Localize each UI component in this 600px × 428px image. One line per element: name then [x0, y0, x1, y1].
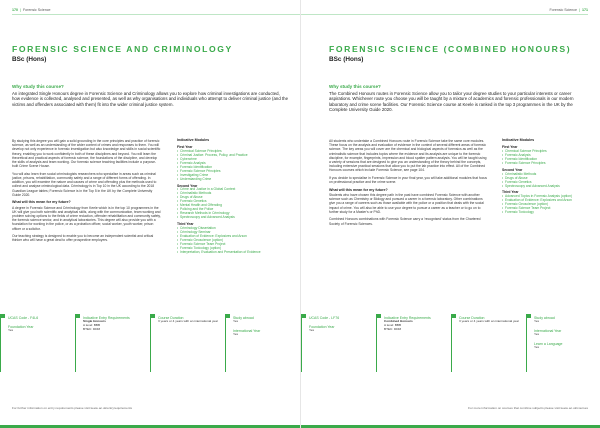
module-item: • Forensic Science Team Project — [502, 207, 592, 211]
module-item: • Investigating Crime — [177, 174, 287, 178]
running-header: Forensic Science | 171 — [549, 8, 588, 12]
info-value: Yes — [233, 319, 239, 324]
module-item: • Criminalistic Methods — [177, 192, 287, 196]
info-label: Foundation Year — [309, 325, 335, 330]
why-study-heading: Why study this course? — [12, 84, 64, 89]
module-item: • Research Methods in Criminology — [177, 212, 287, 216]
body-paragraph: If you decide to specialise in Forensic Science in your final year, you will take additional modules that focus on professional practice and the crime scene. — [329, 176, 487, 185]
module-items — [502, 195, 592, 215]
module-item: • Forensic Analysis — [177, 162, 287, 166]
info-ucas — [0, 314, 75, 372]
entry-icon — [377, 314, 381, 318]
module-item: • Forensic Geoscience (option) — [502, 203, 592, 207]
course-info-bar — [0, 314, 300, 372]
info-duration — [150, 314, 225, 372]
footnote: For more information on courses that combine subjects please visit keele.ac.uk/courses — [468, 406, 588, 410]
module-items — [502, 150, 592, 166]
info-entry — [75, 314, 150, 372]
modules-list — [502, 139, 592, 215]
career-paragraph: Students who have chosen this degree path in the past have combined Forensic Science with another science such as Chemistry or Biology and pursued a career in a forensic laboratory. Other combinations give you a range of careers such as those available with the police or a position that deals with the social impact of crime. You will also be able to use your degree to pursue a career as a teacher or to go on to further study for a Master's or PhD. — [329, 193, 484, 214]
page-number: 171 — [582, 8, 588, 12]
page-number: 170 — [12, 8, 18, 12]
info-value: Yes — [534, 319, 540, 324]
module-item: • Chemical Science Principles — [177, 150, 287, 154]
info-label: International Year — [233, 329, 261, 333]
globe-icon — [226, 314, 230, 318]
course-award: BSc (Hons) — [12, 56, 47, 63]
module-item: • Forensic Geoscience (option) — [177, 239, 287, 243]
clock-icon — [452, 314, 456, 318]
module-item: • Forensic Science Principles — [502, 162, 592, 166]
modules-list — [177, 139, 287, 255]
entry-icon — [76, 314, 80, 318]
section-name: Forensic Science — [549, 8, 578, 12]
info-value: Yes — [534, 332, 540, 337]
body-paragraph: All students who undertake a Combined Honours route in Forensic Science take the same core modules. These focus on the analysis and evaluation of evidence in the context of several different areas of forensic science. The key areas you will cover are the chemical and biological aspects of forensics as well as the criminalistic science that includes topics where the evidence and its analysis are unique to the forensic discipline, for example, fingerprints, impression and blood spatter pattern analysis. You will be taught using a variety of sessions that are designed to give you an understanding of the theory behind the concepts, including extensive practical sessions that allow you to put the lab practice into effect. All of the Combined Honours courses which include Forensic Science, see page 104. — [329, 139, 487, 173]
career-heading: What will this mean for my future? — [329, 187, 388, 192]
module-item: • Understanding Crime — [177, 178, 287, 182]
modules-heading: Indicative Modules — [502, 138, 535, 142]
info-value: A level: BBB — [83, 323, 101, 327]
footnote: For further information on entry requirements please visit keele.ac.uk/entryrequirements — [12, 406, 133, 410]
module-item: • Mental Health and Offending — [177, 204, 287, 208]
info-value: Yes — [309, 328, 315, 333]
clock-icon — [151, 314, 155, 318]
ucas-icon — [302, 314, 306, 318]
career-paragraph: Combined Honours combinations with Forensic Science carry a 'recognised' status from the Chartered Society of Forensic Sciences. — [329, 217, 481, 226]
info-label: Study abroad — [233, 316, 254, 320]
career-paragraph: Our teaching strategy is designed to enable you to become an independent scientist and critical thinker who will have a great deal to offer prospective employers. — [12, 234, 154, 243]
running-header: 170 | Forensic Science — [12, 8, 51, 12]
module-item: • Forensic Genetics — [502, 181, 592, 185]
header-rule — [12, 14, 300, 15]
info-label: UCAS Code - LF76 — [309, 316, 340, 320]
year-heading: First Year — [177, 144, 193, 149]
module-items — [177, 227, 287, 255]
module-items — [177, 150, 287, 182]
info-abroad — [225, 314, 300, 372]
info-label: Indicative Entry Requirements — [83, 316, 130, 320]
info-duration — [451, 314, 526, 372]
info-label: UCAS Code - F4L6 — [8, 316, 39, 320]
module-item: • Forensic Analysis — [502, 154, 592, 158]
module-item: • Forensic Science Principles — [177, 170, 287, 174]
module-item: • Forensic Identification — [502, 158, 592, 162]
modules-heading: Indicative Modules — [177, 138, 210, 142]
course-award: BSc (Hons) — [329, 56, 364, 63]
why-study-heading: Why study this course? — [329, 84, 381, 89]
module-item: • Forensic Science Team Project — [177, 243, 287, 247]
career-paragraph: A degree in Forensic Science and Criminology from Keele which is in the top 10 programmes in the UK will give you both scientific and analytical skills, along with the communication, team working and problem solving options to the fields of crime reduction, offender rehabilitation and community safety, the forensic science sector, and in analytical laboratories. This degree will also provide you with a foundation for working in the police, or as a probation officer, social worker, youth worker, prison officer or a solicitor. — [12, 205, 161, 231]
module-item: • Criminology Seminar — [177, 231, 287, 235]
body-column — [329, 139, 489, 229]
module-item: • Criminology Dissertation — [177, 227, 287, 231]
year-heading: First Year — [502, 144, 518, 149]
globe-icon — [527, 314, 531, 318]
info-label: Course Duration — [158, 316, 184, 320]
info-value: BTEC: DDM — [384, 326, 402, 331]
year-heading: Third Year — [177, 222, 194, 227]
info-value: BTEC: DDM — [83, 326, 101, 331]
info-label: Foundation Year — [8, 325, 34, 330]
module-item: • Chemical Science Principles — [502, 150, 592, 154]
course-title: FORENSIC SCIENCE (COMBINED HONOURS) — [329, 44, 572, 54]
info-value: 3 years or 4 years with an international year — [158, 319, 219, 324]
module-item: • Crime and Justice in a Global Context — [177, 188, 287, 192]
info-value: A level: BBB — [384, 323, 402, 327]
module-item: • Criminalistic Methods — [502, 173, 592, 177]
career-heading: What will this mean for my future? — [12, 200, 71, 205]
section-name: Forensic Science — [22, 8, 51, 12]
module-item: • Criminal Justice: Process, Policy, and Practice — [177, 154, 287, 158]
module-item: • Evaluation of Evidence: Explosives and Arson — [502, 199, 592, 203]
body-paragraph: You will also learn from social criminologists researchers who specialise in areas such as criminal justice, prisons, rehabilitation, community safety and a range of different forms of offending. In addition, you will examine the nature and causes of crime and offending plus the methods used to collect and analyse criminological data. Criminology is in Top 10 in the UK according to the 2018 Guardian League tables; Forensic Science is in the Top 5 in the UK by the Complete University Guide 2020. — [12, 171, 157, 197]
module-item: • Drugs of Abuse — [502, 177, 592, 181]
module-item: • Drugs of Abuse — [177, 196, 287, 200]
module-item: • Forensic Toxicology — [502, 211, 592, 215]
info-label: Indicative Entry Requirements — [384, 316, 431, 320]
info-value: Yes — [8, 328, 14, 333]
module-item: • Spectroscopy and Advanced Analysis — [502, 185, 592, 189]
info-label: Study abroad — [534, 316, 555, 320]
info-entry — [376, 314, 451, 372]
body-paragraph: By studying this degree you will gain a solid grounding in the core principles and practice of forensic science, as well as an understanding of the wider context of crimes and responses to them. You will develop not only experience in forensic investigation but also knowledge and skills in social scientific theory, enabling you to work confidently in both of these disciplines and beyond. You will learn the theoretical and practical aspects of forensic science, the foundations of the discipline, and develop the skills of analysis and team working. Our forensic science teaching facilities include a purpose-built Crime Scene House. — [12, 139, 161, 169]
lead-paragraph: The Combined Honours routes in Forensic Science allow you to tailor your degree studies to your particular interests or career aspirations. Whichever route you choose you will be taught by a mixture of academics and forensic professionals in our modern laboratory and crime scene facilities. Our Forensic Science course at Keele is ranked in the top 3 programmes in the UK by the Complete University Guide 2020. — [329, 91, 574, 113]
right-page — [300, 0, 600, 428]
module-item: • Evaluation of Evidence: Explosives and Arson — [177, 235, 287, 239]
info-value: Yes — [534, 345, 540, 350]
module-item: • Interpretation, Evaluation and Presentation of Evidence — [177, 251, 287, 255]
module-item: • Forensic Toxicology (option) — [177, 247, 287, 251]
body-column — [12, 139, 162, 246]
info-label: International Year — [534, 329, 562, 333]
course-title: FORENSIC SCIENCE AND CRIMINOLOGY — [12, 44, 233, 54]
info-label: Course Duration — [459, 316, 485, 320]
course-info-bar — [301, 314, 600, 372]
info-abroad — [526, 314, 600, 372]
info-value: Combined Honours — [384, 319, 413, 324]
info-ucas — [301, 314, 376, 372]
module-items — [177, 188, 287, 220]
ucas-icon — [1, 314, 5, 318]
module-items — [502, 173, 592, 189]
module-item: • Policing and the Police — [177, 208, 287, 212]
year-heading: Third Year — [502, 190, 519, 195]
module-item: • Forensic Identification — [177, 166, 287, 170]
year-heading: Second Year — [502, 167, 523, 172]
module-item: • Advanced Topics in Forensic Analysis (option) — [502, 195, 592, 199]
module-item: • Forensic Genetics — [177, 200, 287, 204]
info-label: Learn a Language — [534, 342, 563, 346]
year-heading: Second Year — [177, 183, 198, 188]
lead-paragraph: An integrated Single Honours degree in Forensic Science and Criminology allows you to explore how criminal investigations are conducted, how evidence is collected, analysed and presented, as well as why organisations and individuals who attempt to deliver criminal justice (and the victims and offenders associated with them) fit into the wider criminal justice system. — [12, 91, 288, 107]
info-value: 3 years or 4 years with an international year — [459, 319, 520, 324]
module-item: • Cybercrime — [177, 158, 287, 162]
info-value: Yes — [233, 332, 239, 337]
info-value: Single Honours — [83, 319, 106, 324]
module-item: • Spectroscopy and Advanced Analysis — [177, 216, 287, 220]
header-rule — [301, 14, 588, 15]
